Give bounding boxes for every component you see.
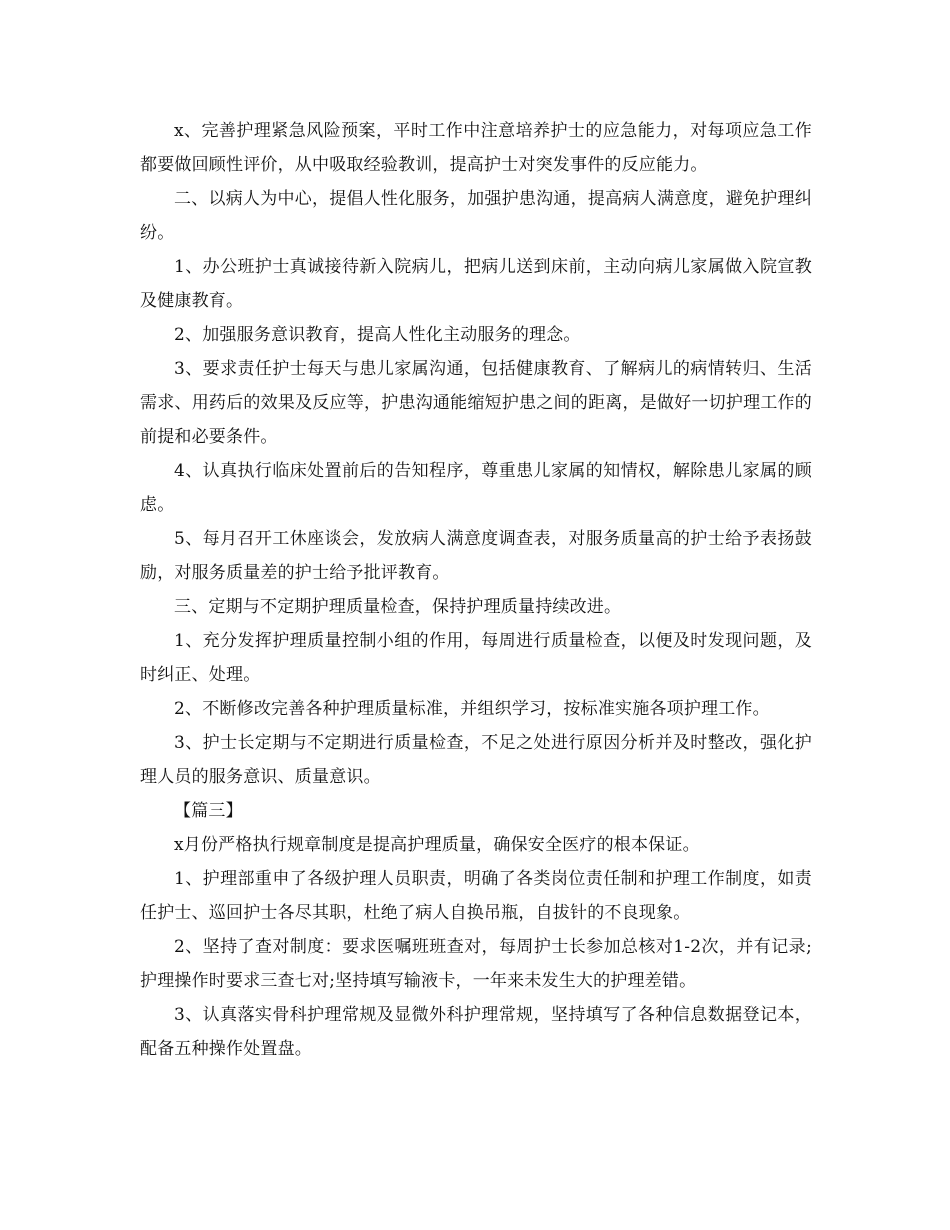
section-heading: 三、定期与不定期护理质量检查，保持护理质量持续改进。 (174, 597, 622, 617)
section-heading: 二、以病人为中心，提倡人性化服务，加强护患沟通，提高病人满意度，避免护理纠纷。 (140, 189, 812, 243)
paragraph: x月份严格执行规章制度是提高护理质量，确保安全医疗的根本保证。 (174, 835, 700, 855)
paragraph: 3、护士长定期与不定期进行质量检查，不足之处进行原因分析并及时整改，强化护理人员的服务意识、质量意识。 (140, 733, 812, 787)
paragraph: 3、认真落实骨科护理常规及显微外科护理常规，坚持填写了各种信息数据登记本，配备五种操作处置盘。 (140, 1005, 812, 1059)
paragraph: 3、要求责任护士每天与患儿家属沟通，包括健康教育、了解病儿的病情转归、生活需求、用药后的效果及反应等，护患沟通能缩短护患之间的距离，是做好一切护理工作的前提和必要条件。 (140, 359, 812, 447)
chapter-heading: 【篇三】 (174, 801, 243, 821)
paragraph: 4、认真执行临床处置前后的告知程序，尊重患儿家属的知情权，解除患儿家属的顾虑。 (140, 461, 812, 515)
paragraph: 1、办公班护士真诚接待新入院病儿，把病儿送到床前，主动向病儿家属做入院宣教及健康教育。 (140, 257, 812, 311)
paragraph: x、完善护理紧急风险预案，平时工作中注意培养护士的应急能力，对每项应急工作都要做回顾性评价，从中吸取经验教训，提高护士对突发事件的反应能力。 (140, 121, 812, 175)
paragraph: 1、充分发挥护理质量控制小组的作用，每周进行质量检查，以便及时发现问题，及时纠正、处理。 (140, 631, 812, 685)
paragraph: 5、每月召开工休座谈会，发放病人满意度调查表，对服务质量高的护士给予表扬鼓励，对服务质量差的护士给予批评教育。 (140, 529, 812, 583)
paragraph: 2、坚持了查对制度：要求医嘱班班查对，每周护士长参加总核对1-2次，并有记录;护理操作时要求三查七对;坚持填写输液卡，一年来未发生大的护理差错。 (140, 937, 812, 991)
paragraph: 1、护理部重申了各级护理人员职责，明确了各类岗位责任制和护理工作制度，如责任护士、巡回护士各尽其职，杜绝了病人自换吊瓶，自拔针的不良现象。 (140, 869, 812, 923)
document-body (140, 114, 812, 1066)
paragraph: 2、加强服务意识教育，提高人性化主动服务的理念。 (174, 325, 581, 345)
paragraph: 2、不断修改完善各种护理质量标准，并组织学习，按标准实施各项护理工作。 (174, 699, 770, 719)
